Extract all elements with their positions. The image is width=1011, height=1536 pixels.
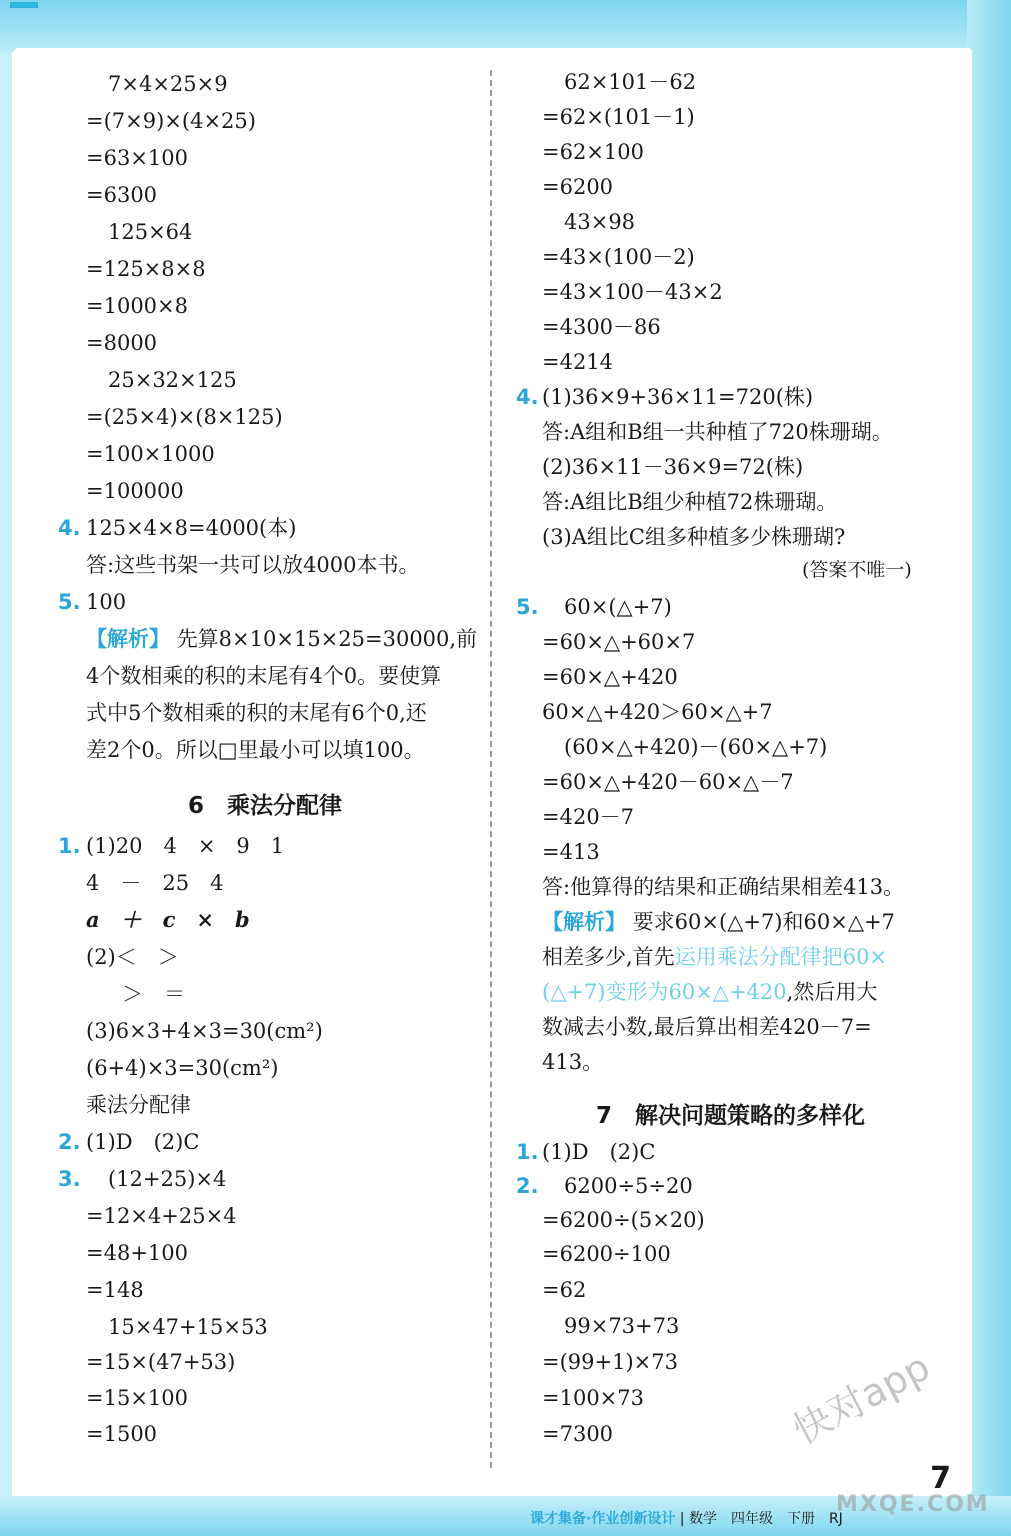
column-divider [490, 70, 492, 1468]
question-number: 2. [516, 1174, 539, 1198]
calc-line: 60×△+420＞60×△+7 [542, 700, 773, 724]
calc-line: =6200 [542, 175, 614, 199]
calc-line: =(7×9)×(4×25) [86, 109, 256, 133]
calc-line: =100000 [86, 479, 184, 503]
calc-line: =48+100 [86, 1241, 188, 1265]
calc-line: 62×101－62 [564, 70, 697, 94]
analysis-line: 差2个0。所以□里最小可以填100。 [86, 738, 425, 762]
answer-line: (1)36×9+36×11=720(株) [542, 385, 814, 409]
analysis-line: 4个数相乘的积的末尾有4个0。要使算 [86, 664, 442, 688]
question-number: 1. [58, 834, 81, 858]
analysis-highlight: (△+7)变形为60×△+420 [542, 980, 787, 1004]
section-title: 7 解决问题策略的多样化 [596, 1103, 866, 1129]
calc-line: (12+25)×4 [108, 1167, 227, 1191]
calc-line: 25×32×125 [108, 368, 237, 392]
answer-line: (3)A组比C组多种植多少株珊瑚? [542, 525, 846, 549]
calc-line: =60×△+420 [542, 665, 678, 689]
calc-line: =43×(100－2) [542, 245, 695, 269]
calc-line: =62 [542, 1278, 587, 1302]
calc-line: =4214 [542, 350, 614, 374]
page-number: 7 [930, 1461, 951, 1496]
question-number: 5. [58, 590, 81, 614]
calc-line: =62×100 [542, 140, 644, 164]
calc-line: =6200÷100 [542, 1242, 671, 1266]
analysis-text: 相差多少,首先 [542, 945, 675, 969]
answer-line: 答:A组和B组一共种植了720株珊瑚。 [542, 420, 893, 444]
calc-line: 60×(△+7) [564, 595, 672, 619]
corner-mark [10, 2, 38, 8]
footer-subject: 数学 四年级 下册 RJ [688, 1511, 843, 1527]
watermark-app: 快对app [785, 1344, 937, 1453]
calc-line: =125×8×8 [86, 257, 206, 281]
calc-line: 7×4×25×9 [108, 72, 228, 96]
answer-line: a ＋ c × b [86, 907, 250, 932]
analysis-tag: 【解析】 [542, 909, 626, 934]
answer-line: 答:A组比B组少种植72株珊瑚。 [542, 490, 838, 514]
calc-line: =(99+1)×73 [542, 1350, 678, 1374]
answer-line: ＞ ＝ [122, 982, 185, 1006]
calc-line: =12×4+25×4 [86, 1204, 237, 1228]
calc-line: =1500 [86, 1422, 158, 1446]
answer-line: 答:他算得的结果和正确结果相差413。 [542, 875, 905, 899]
calc-line: =(25×4)×(8×125) [86, 405, 283, 429]
answer-line: 4 － 25 4 [86, 871, 224, 895]
page-frame-right [967, 0, 1011, 1536]
calc-line: 15×47+15×53 [108, 1315, 268, 1339]
question-number: 4. [58, 516, 81, 540]
answer-line: 答:这些书架一共可以放4000本书。 [86, 553, 420, 577]
calc-line: =6200÷(5×20) [542, 1208, 705, 1232]
calc-line: 43×98 [564, 210, 636, 234]
calc-line: =60×△+420－60×△－7 [542, 770, 794, 794]
analysis-tag: 【解析】 [86, 626, 170, 651]
calc-line: =4300－86 [542, 315, 661, 339]
answer-page [14, 48, 972, 1494]
calc-line: =63×100 [86, 146, 188, 170]
analysis-line: 式中5个数相乘的积的末尾有6个0,还 [86, 701, 427, 725]
question-number: 4. [516, 385, 539, 409]
calc-line: =62×(101－1) [542, 105, 695, 129]
analysis-line: 413。 [542, 1050, 604, 1074]
analysis-line: 数减去小数,最后算出相差420－7= [542, 1015, 872, 1039]
footer-brand: 课才集备·作业创新设计 [530, 1511, 676, 1527]
calc-line: =8000 [86, 331, 158, 355]
calc-line: =420－7 [542, 805, 635, 829]
answer-line: (6+4)×3=30(cm²) [86, 1056, 279, 1080]
calc-line: =60×△+60×7 [542, 630, 696, 654]
answer-note: (答案不唯一) [802, 559, 912, 581]
calc-line: 125×64 [108, 220, 193, 244]
analysis-line [86, 625, 477, 653]
analysis-text: 先算8×10×15×25=30000,前 [176, 627, 478, 651]
calc-line: (60×△+420)－(60×△+7) [564, 735, 828, 759]
footer-separator: | [679, 1511, 685, 1527]
answer-line: 125×4×8=4000(本) [86, 516, 297, 540]
calc-line: =1000×8 [86, 294, 188, 318]
analysis-line [542, 908, 895, 936]
answer-line: (1)D (2)C [86, 1130, 200, 1154]
calc-line: =148 [86, 1278, 144, 1302]
calc-line: =6300 [86, 183, 158, 207]
analysis-highlight: 运用乘法分配律把60× [674, 945, 888, 969]
calc-line: =7300 [542, 1422, 614, 1446]
calc-line: =15×100 [86, 1386, 188, 1410]
page-frame-top [0, 0, 1011, 52]
analysis-line [542, 978, 877, 1006]
question-number: 3. [58, 1167, 81, 1191]
page-frame-left [0, 0, 12, 1536]
analysis-text: ,然后用大 [786, 980, 878, 1004]
question-number: 2. [58, 1130, 81, 1154]
analysis-text: 要求60×(△+7)和60×△+7 [632, 910, 895, 934]
question-number: 1. [516, 1140, 539, 1164]
calc-line: =15×(47+53) [86, 1350, 236, 1374]
answer-line: 100 [86, 590, 127, 614]
answer-line: (2)36×11－36×9=72(株) [542, 455, 804, 479]
answer-line: 乘法分配律 [86, 1093, 191, 1117]
calc-line: =100×73 [542, 1386, 644, 1410]
page-footer [530, 1508, 843, 1528]
answer-line: (3)6×3+4×3=30(cm²) [86, 1019, 323, 1043]
calc-line: =413 [542, 840, 600, 864]
answer-line: (1)D (2)C [542, 1140, 656, 1164]
section-title: 6 乘法分配律 [188, 793, 343, 819]
answer-line: (2)＜ ＞ [86, 945, 179, 969]
calc-line: 99×73+73 [564, 1314, 680, 1338]
answer-line: (1)20 4 × 9 1 [86, 834, 285, 858]
calc-line: 6200÷5÷20 [564, 1174, 693, 1198]
watermark-site: MXQE.COM [836, 1492, 990, 1517]
analysis-line [542, 943, 887, 971]
question-number: 5. [516, 595, 539, 619]
calc-line: =43×100－43×2 [542, 280, 723, 304]
calc-line: =100×1000 [86, 442, 215, 466]
